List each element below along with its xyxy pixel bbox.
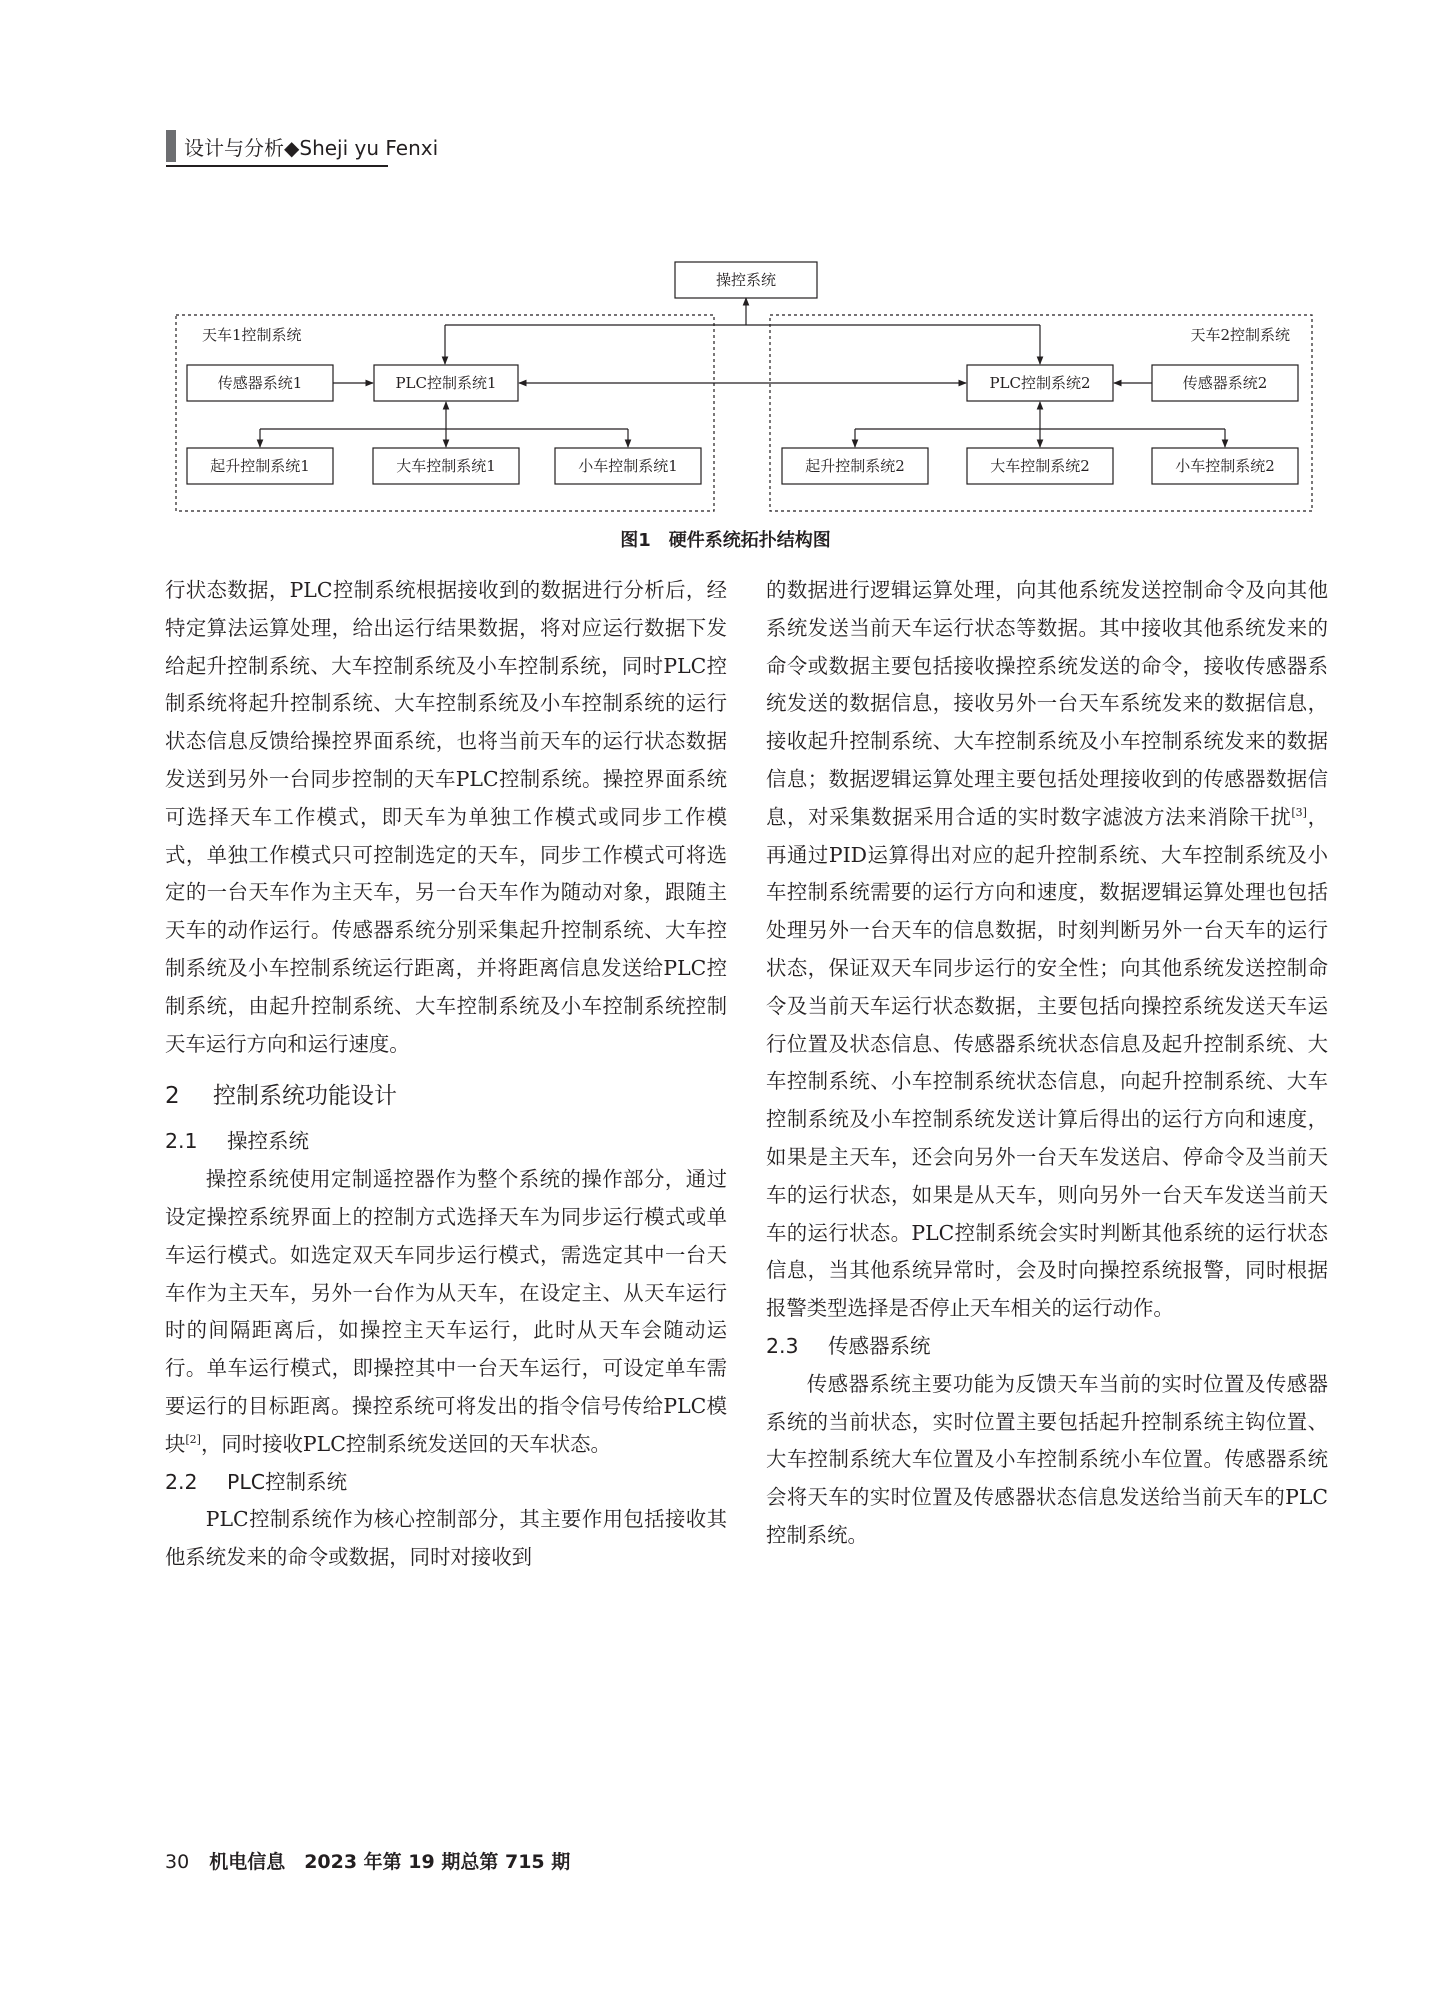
page-footer xyxy=(165,1847,570,1874)
plc-system-paragraph: PLC控制系统作为核心控制部分，其主要作用包括接收其他系统发来的命令或数据，同时对接收到 xyxy=(165,1507,727,1570)
operating-system-text-b: ，同时接收PLC控制系统发送回的天车状态。 xyxy=(200,1431,611,1456)
sensor1-label: 传感器系统1 xyxy=(217,374,303,392)
section-2-title: 控制系统功能设计 xyxy=(213,1083,397,1110)
sensor2-label: 传感器系统2 xyxy=(1182,374,1268,392)
running-header xyxy=(166,130,438,162)
operating-system-label: 操控系统 xyxy=(715,271,777,289)
operating-system-paragraph xyxy=(165,1161,727,1463)
section-2-1-title: 操控系统 xyxy=(227,1129,309,1154)
citation-3: [3] xyxy=(1291,805,1307,819)
section-2-2-number: 2.2 xyxy=(165,1469,198,1494)
operating-system-text-a: 操控系统使用定制遥控器作为整个系统的操作部分，通过设定操控系统界面上的控制方式选择天车为同步运行模式或单车运行模式。如选定双天车同步运行模式，需选定其中一台天车作为主天车，另外一台作为从天车，在设定主、从天车运行时的间隔距离后，如操控主天车运行，此时从天车会随动运行。单车运行模式，即操控其中一台天车运行，可设定单车需要运行的目标距离。操控系统可将发出的指令信号传给PLC模块 xyxy=(165,1167,727,1456)
plc1-label: PLC控制系统1 xyxy=(395,374,497,392)
hardware-topology-diagram xyxy=(170,255,1320,520)
cart2-label: 大车控制系统2 xyxy=(990,457,1090,475)
citation-2: [2] xyxy=(185,1432,201,1446)
left-column xyxy=(165,572,727,1577)
section-2-1-number: 2.1 xyxy=(165,1129,198,1154)
section-2-2-heading xyxy=(165,1464,727,1502)
section-2-heading xyxy=(165,1069,727,1123)
cart1-label: 大车控制系统1 xyxy=(396,457,496,475)
trolley1-label: 小车控制系统1 xyxy=(578,457,678,475)
section-2-3-heading xyxy=(766,1328,1328,1366)
plc2-label: PLC控制系统2 xyxy=(989,374,1091,392)
header-column-name: 设计与分析◆Sheji yu Fenxi xyxy=(184,135,439,160)
section-2-3-number: 2.3 xyxy=(766,1333,799,1358)
group1-label: 天车1控制系统 xyxy=(202,326,302,344)
journal-issue: 机电信息 2023 年第 19 期总第 715 期 xyxy=(209,1851,571,1873)
sensor-system-paragraph: 传感器系统主要功能为反馈天车当前的实时位置及传感器系统的当前状态，实时位置主要包括起升控制系统主钩位置、大车控制系统大车位置及小车控制系统小车位置。传感器系统会将天车的实时位置及传感器状态信息发送给当前天车的PLC控制系统。 xyxy=(766,1371,1328,1547)
plc-continued-text-b: ，再通过PID运算得出对应的起升控制系统、大车控制系统及小车控制系统需要的运行方向和速度，数据逻辑运算处理也包括处理另外一台天车的信息数据，时刻判断另外一台天车的运行状态，保证双天车同步运行的安全性；向其他系统发送控制命令及当前天车运行状态数据，主要包括向操控系统发送天车运行位置及状态信息、传感器系统状态信息及起升控制系统、大车控制系统、小车控制系统状态信息，向起升控制系统、大车控制系统及小车控制系统发送计算后得出的运行方向和速度，如果是主天车，还会向另外一台天车发送启、停命令及当前天车的运行状态，如果是从天车，则向另外一台天车发送当前天车的运行状态。PLC控制系统会实时判断其他系统的运行状态信息，当其他系统异常时，会及时向操控系统报警，同时根据报警类型选择是否停止天车相关的运行动作。 xyxy=(766,804,1328,1321)
section-2-3-title: 传感器系统 xyxy=(828,1333,931,1358)
group2-label: 天车2控制系统 xyxy=(1190,326,1290,344)
header-underline xyxy=(166,165,388,167)
page-number: 30 xyxy=(165,1851,190,1873)
trolley2-label: 小车控制系统2 xyxy=(1175,457,1275,475)
left-paragraph-1: 行状态数据，PLC控制系统根据接收到的数据进行分析后，经特定算法运算处理，给出运行结果数据，将对应运行数据下发给起升控制系统、大车控制系统及小车控制系统，同时PLC控制系统将起升控制系统、大车控制系统及小车控制系统的运行状态信息反馈给操控界面系统，也将当前天车的运行状态数据发送到另外一台同步控制的天车PLC控制系统。操控界面系统可选择天车工作模式，即天车为单独工作模式或同步工作模式，单独工作模式只可控制选定的天车，同步工作模式可将选定的一台天车作为主天车，另一台天车作为随动对象，跟随主天车的动作运行。传感器系统分别采集起升控制系统、大车控制系统及小车控制系统运行距离，并将距离信息发送给PLC控制系统，由起升控制系统、大车控制系统及小车控制系统控制天车运行方向和运行速度。 xyxy=(165,578,727,1056)
header-bar-mark xyxy=(166,130,176,162)
section-2-1-heading xyxy=(165,1123,727,1161)
section-2-2-title: PLC控制系统 xyxy=(227,1469,348,1494)
plc-continued-paragraph xyxy=(766,572,1328,1328)
right-column xyxy=(766,572,1328,1555)
plc-continued-text-a: 的数据进行逻辑运算处理，向其他系统发送控制命令及向其他系统发送当前天车运行状态等数据。其中接收其他系统发来的命令或数据主要包括接收操控系统发送的命令，接收传感器系统发送的数据信息，接收另外一台天车系统发来的数据信息，接收起升控制系统、大车控制系统及小车控制系统发来的数据信息；数据逻辑运算处理主要包括处理接收到的传感器数据信息，对采集数据采用合适的实时数字滤波方法来消除干扰 xyxy=(766,578,1328,829)
hoist2-label: 起升控制系统2 xyxy=(805,457,905,475)
hoist1-label: 起升控制系统1 xyxy=(210,457,310,475)
figure-caption: 图1 硬件系统拓扑结构图 xyxy=(620,530,831,551)
section-2-number: 2 xyxy=(165,1083,180,1110)
